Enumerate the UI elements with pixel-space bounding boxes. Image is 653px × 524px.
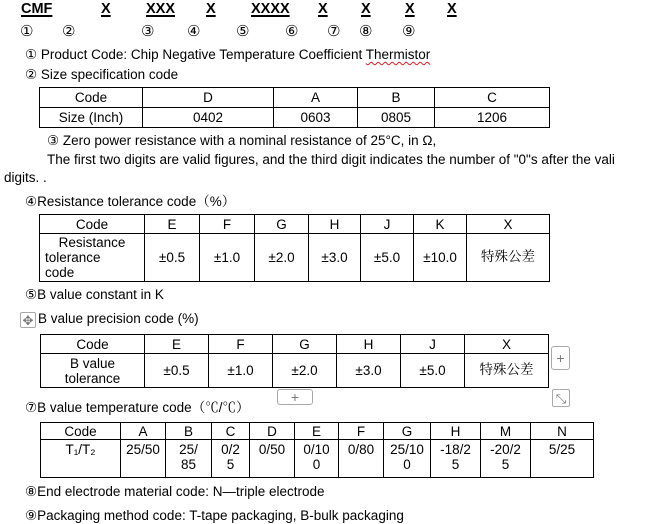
row-label: Size (Inch): [40, 108, 143, 128]
packaging-method-line: ⑨Packaging method code: T-tape packaging, B-bulk packaging: [25, 508, 404, 523]
table-header-cell: Code: [41, 335, 145, 354]
cell-line: -18/2: [440, 442, 471, 457]
table-header-cell: G: [384, 423, 431, 440]
item-number: ①: [25, 47, 38, 63]
cell-line: 5: [451, 457, 460, 472]
thermistor-word: Thermistor: [365, 47, 431, 62]
table-cell: ±10.0: [414, 234, 467, 282]
code-part-cmf: CMF: [21, 1, 53, 17]
row-label: [41, 354, 145, 388]
table-cell: ±0.5: [145, 234, 200, 282]
code-part-xxxx: XXXX: [251, 1, 290, 17]
table-cell: [339, 440, 384, 478]
add-column-button[interactable]: +: [551, 346, 570, 370]
table-cell: [384, 440, 431, 478]
table-header-cell: B: [166, 423, 212, 440]
code-part-x1: X: [101, 1, 111, 17]
b-value-precision-table: [40, 334, 549, 388]
row-label-line: B value: [69, 355, 116, 371]
row-label-line: Resistance: [58, 235, 126, 250]
cell-line: 5/25: [548, 442, 576, 457]
table-header-cell: F: [339, 423, 384, 440]
b-value-temperature-table: [40, 422, 594, 478]
table-header-cell: J: [361, 215, 414, 234]
code-part-x3: X: [318, 1, 328, 17]
cell-line: 0/80: [347, 442, 375, 457]
code-part-x5: X: [405, 1, 415, 17]
table-cell: ±5.0: [401, 354, 465, 388]
move-handle-icon[interactable]: ✥: [20, 312, 36, 328]
table-cell: 1206: [435, 108, 550, 128]
table-cell: [166, 440, 212, 478]
table-header-cell: D: [143, 88, 274, 108]
cell-line: 0: [312, 457, 321, 472]
table-cell: [250, 440, 295, 478]
resistance-tolerance-table: [39, 214, 550, 282]
table-cell: ±5.0: [361, 234, 414, 282]
code-number-6: ⑥: [285, 22, 299, 40]
table-header-cell: Code: [41, 423, 121, 440]
resistance-tolerance-heading: ④Resistance tolerance code（%）: [25, 194, 236, 209]
cell-line: 0/50: [258, 442, 286, 457]
table-cell: [531, 440, 594, 478]
cell-line: 25/: [179, 442, 198, 457]
table-cell: ±3.0: [337, 354, 401, 388]
table-header-cell: X: [467, 215, 550, 234]
table-cell: ±1.0: [209, 354, 273, 388]
code-part-x6: X: [447, 1, 457, 17]
row-label: T₁/T₂: [41, 440, 121, 478]
table-cell: ±2.0: [273, 354, 337, 388]
code-number-3: ③: [141, 22, 155, 40]
table-cell: ±1.0: [200, 234, 255, 282]
table-cell: ±2.0: [255, 234, 309, 282]
code-part-x4: X: [361, 1, 371, 17]
table-header-cell: H: [431, 423, 481, 440]
table-header-cell: D: [250, 423, 295, 440]
table-header-cell: J: [401, 335, 465, 354]
table-cell: 特殊公差: [465, 354, 549, 388]
row-label: [40, 234, 145, 282]
code-number-1: ①: [20, 22, 34, 40]
table-cell: 0805: [358, 108, 435, 128]
code-part-x2: X: [206, 1, 216, 17]
code-number-5: ⑤: [236, 22, 250, 40]
code-number-4: ④: [187, 22, 201, 40]
digits-explanation-line: The first two digits are valid figures, and the third digit indicates the number of "0"s after the vali: [47, 152, 615, 167]
table-header-cell: E: [145, 335, 209, 354]
row-label-line: tolerance: [45, 250, 101, 265]
table-cell: 0603: [274, 108, 358, 128]
table-cell: 特殊公差: [467, 234, 550, 282]
cell-line: -20/2: [490, 442, 521, 457]
table-header-cell: N: [531, 423, 594, 440]
table-header-cell: E: [145, 215, 200, 234]
product-code-line: [25, 47, 430, 63]
table-header-cell: X: [465, 335, 549, 354]
table-header-cell: A: [121, 423, 166, 440]
table-header-cell: F: [209, 335, 273, 354]
table-header-cell: K: [414, 215, 467, 234]
table-cell: ±3.0: [309, 234, 361, 282]
resize-handle-icon[interactable]: ⤡: [552, 389, 570, 407]
code-number-8: ⑧: [359, 22, 373, 40]
table-cell: ±0.5: [145, 354, 209, 388]
cell-line: 25/10: [390, 442, 424, 457]
code-number-2: ②: [62, 22, 76, 40]
table-header-cell: Code: [40, 88, 143, 108]
table-header-cell: C: [435, 88, 550, 108]
code-number-7: ⑦: [327, 22, 341, 40]
zero-power-resistance-line: ③ Zero power resistance with a nominal resistance of 25°C, in Ω,: [47, 133, 437, 148]
table-header-cell: B: [358, 88, 435, 108]
row-label-line: tolerance: [64, 370, 121, 386]
table-cell: [431, 440, 481, 478]
table-header-cell: G: [273, 335, 337, 354]
cell-line: 0: [403, 457, 411, 472]
cell-line: 5: [501, 457, 510, 472]
b-value-precision-heading: B value precision code (%): [38, 311, 199, 326]
cell-line: 25/50: [126, 442, 160, 457]
cell-line: 0/2: [221, 442, 240, 457]
table-header-cell: F: [200, 215, 255, 234]
row-label-line: code: [45, 265, 75, 280]
size-spec-heading: ② Size specification code: [25, 67, 179, 82]
table-header-cell: Code: [40, 215, 145, 234]
table-header-cell: G: [255, 215, 309, 234]
table-cell: [121, 440, 166, 478]
add-row-button[interactable]: +: [277, 389, 313, 405]
table-header-cell: H: [309, 215, 361, 234]
table-header-cell: A: [274, 88, 358, 108]
digits-explanation-cont: digits. .: [4, 170, 47, 185]
table-cell: [295, 440, 339, 478]
product-code-text: Product Code: Chip Negative Temperature Coefficient: [37, 47, 366, 62]
b-value-temperature-heading: ⑦B value temperature code（℃/℃）: [25, 400, 250, 415]
b-value-constant-line: ⑤B value constant in K: [25, 287, 164, 302]
table-header-cell: C: [212, 423, 250, 440]
cell-line: 85: [180, 457, 197, 472]
size-table: [39, 87, 550, 128]
code-part-xxx: XXX: [146, 1, 176, 17]
cell-line: 5: [226, 457, 235, 472]
table-cell: [212, 440, 250, 478]
end-electrode-line: ⑧End electrode material code: N—triple electrode: [25, 484, 325, 499]
table-cell: [481, 440, 531, 478]
table-header-cell: E: [295, 423, 339, 440]
table-header-cell: M: [481, 423, 531, 440]
cell-line: 0/10: [303, 442, 330, 457]
table-cell: 0402: [143, 108, 274, 128]
code-number-9: ⑨: [402, 22, 416, 40]
table-header-cell: H: [337, 335, 401, 354]
